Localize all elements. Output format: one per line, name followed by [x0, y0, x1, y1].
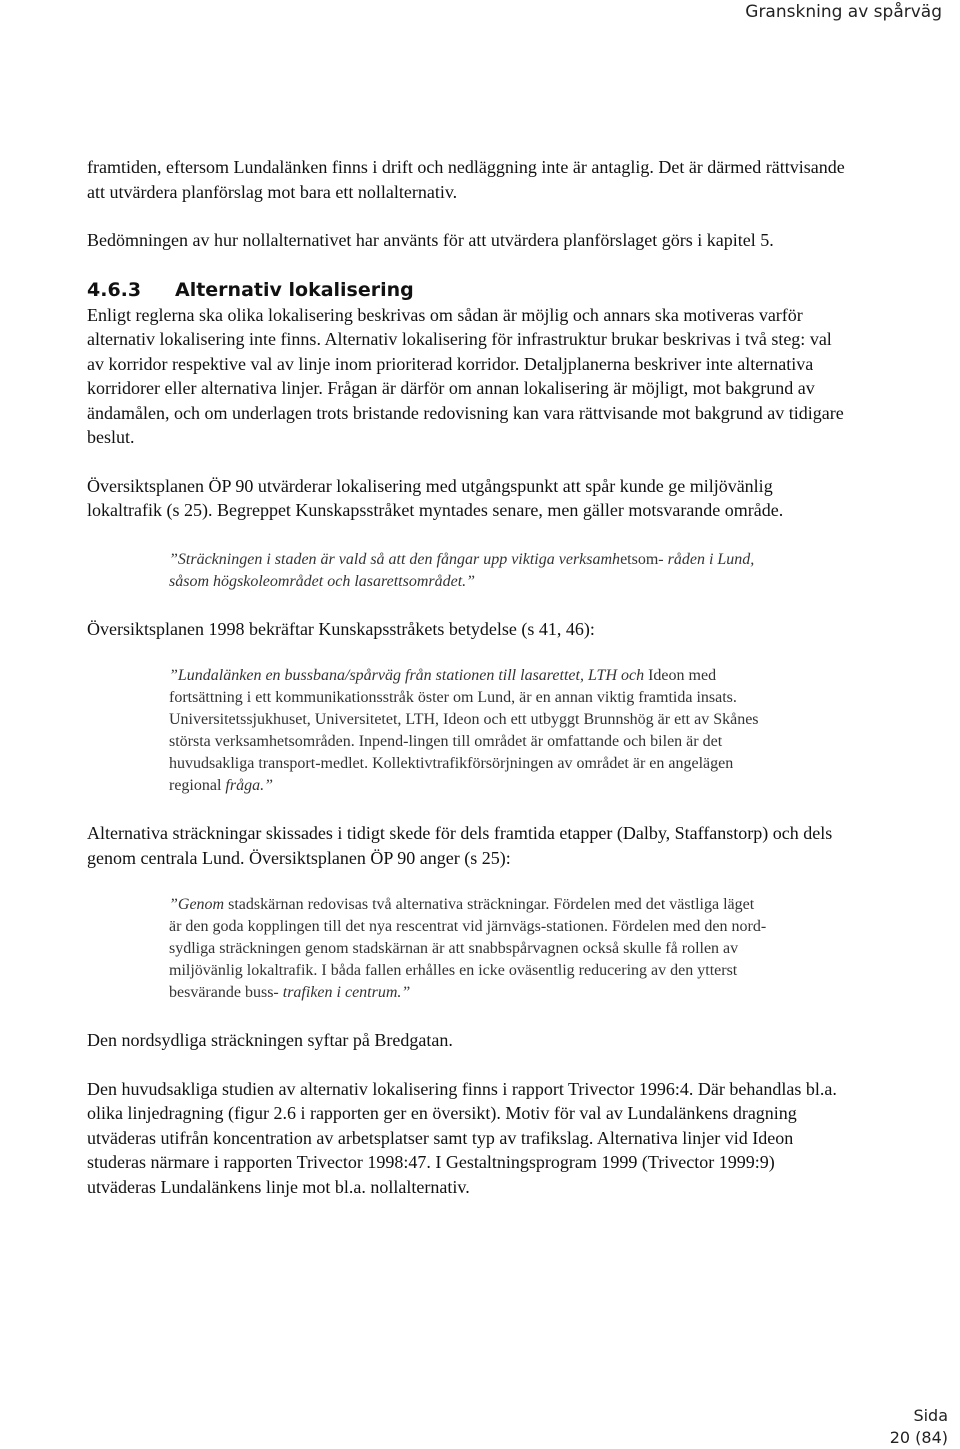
quote-text: ”Lundalänken en bussbana/spårväg från stationen till lasarettet, LTH och	[169, 667, 645, 684]
paragraph: Den huvudsakliga studien av alternativ lokalisering finns i rapport Trivector 1996:4. Där behandlas bl.a. olika linjedragning (figur 2.6 i rapporten ger en översikt). Motiv för val av Lundalänkens dragning utväderas utifrån koncentration av arbetsplatser samt typ av trafikslag. Alternativa linjer vid Ideon studeras närmare i rapporten Trivector 1998:47. I Gestaltningsprogram 1999 (Trivector 1999:9) utväderas Lundalänkens linje mot bl.a. nollalternativ.	[87, 1078, 837, 1197]
block-quote	[169, 549, 767, 593]
page-footer	[890, 1405, 948, 1449]
quote-text: råden i Lund, såsom högskoleområdet och lasarettsområdet.”	[169, 550, 755, 590]
quote-text: etsom-	[620, 550, 664, 568]
quote-text: Ideon med fortsättning i ett kommunikationsstråk öster om Lund, är en annan viktig framtida insats. Universitetssjukhuset, Universitetet, LTH, Ideon och ett utbyggt Brunnshög är ett av Skånes största verksamhetsområden. Inpend-lingen till området är omfattande och bilen är det huvudsakliga transport-medlet. Kollektivtrafikförsörjningen av området är en angelägen regional	[169, 667, 759, 794]
block-quote	[169, 665, 767, 797]
section-title: Alternativ lokalisering	[175, 278, 414, 301]
quote-text: ”Sträckningen i staden är vald så att den fångar upp viktiga verksamh	[169, 550, 621, 568]
quote-text: fråga.”	[225, 777, 273, 794]
paragraph: Översiktsplanen ÖP 90 utvärderar lokalisering med utgångspunkt att spår kunde ge miljövänlig lokaltrafik (s 25). Begreppet Kunskapsstråket myntades senare, men gäller motsvarande område.	[87, 475, 784, 520]
page-label: Sida	[913, 1406, 948, 1425]
block-quote	[169, 894, 767, 1004]
page-body	[87, 155, 847, 1199]
paragraph: Enligt reglerna ska olika lokalisering beskrivas om sådan är möjlig och annars ska motiveras varför alternativ lokalisering inte finns. Alternativ lokalisering för infrastruktur brukar beskrivas i två steg: val av korridor respektive val av linje inom prioriterad korridor. Detaljplanerna beskriver inte alternativa korridorer eller alternativa linjer. Frågan är därför om annan lokalisering är möjligt, mot bakgrund av ändamålen, och om underlagen trots bristande redovisning kan vara rättvisande mot bakgrund av tidigare beslut.	[87, 304, 844, 447]
quote-text: ”Genom	[169, 896, 225, 913]
running-header: Granskning av spårväg	[745, 2, 942, 22]
quote-text: stadskärnan redovisas två alternativa sträckningar. Fördelen med det västliga läget är den goda kopplingen till det nya rescentrat vid järnvägs-stationen. Fördelen med den nord-sydliga sträckningen genom stadskärnan är att snabbspårvagnen också skulle få rollen av miljövänlig lokaltrafik. I båda fallen erhålles en icke oväsentlig reducering av den ytterst besvärande buss-	[169, 896, 767, 1001]
paragraph: Bedömningen av hur nollalternativet har använts för att utvärdera planförslaget görs i kapitel 5.	[87, 230, 774, 250]
paragraph: Den nordsydliga sträckningen syftar på Bredgatan.	[87, 1030, 453, 1050]
paragraph: Översiktsplanen 1998 bekräftar Kunskapsstråkets betydelse (s 41, 46):	[87, 618, 595, 639]
section-number: 4.6.3	[87, 278, 142, 301]
paragraph: framtiden, eftersom Lundalänken finns i drift och nedläggning inte är antaglig. Det är därmed rättvisande att utvärdera planförslag mot bara ett nollalternativ.	[87, 157, 845, 202]
quote-text: trafiken i centrum.”	[282, 984, 411, 1001]
page-number: 20 (84)	[889, 1428, 948, 1447]
section-heading	[87, 277, 847, 303]
paragraph: Alternativa sträckningar skissades i tidigt skede för dels framtida etapper (Dalby, Staffanstorp) och dels genom centrala Lund. Översiktsplanen ÖP 90 anger (s 25):	[87, 823, 833, 868]
